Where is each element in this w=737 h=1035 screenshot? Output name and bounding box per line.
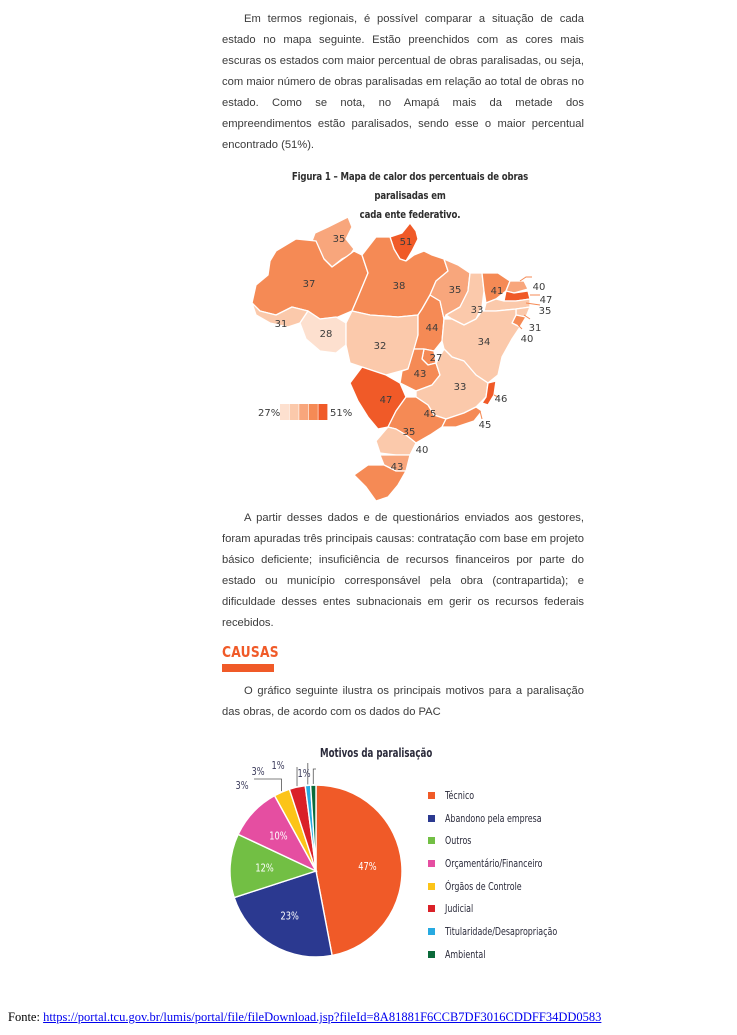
- pie-chart: [220, 755, 420, 965]
- legend-item: [428, 875, 601, 898]
- label-pr: 35: [402, 427, 416, 438]
- pie-chart-legend: [428, 784, 601, 966]
- legend-swatch: [428, 883, 435, 890]
- pie-data-label: 1%: [297, 767, 311, 781]
- legend-item: [428, 829, 601, 852]
- scale-swatch: [299, 404, 308, 420]
- legend-swatch: [428, 792, 435, 799]
- brazil-heat-map: [250, 215, 560, 505]
- pie-data-label: 1%: [271, 759, 285, 773]
- pie-leader-line: [313, 769, 316, 784]
- label-ap: 51: [399, 237, 413, 248]
- label-ac: 31: [274, 319, 288, 330]
- pie-data-label: 47%: [358, 861, 377, 874]
- label-rn: 40: [532, 282, 546, 293]
- legend-swatch: [428, 837, 435, 844]
- legend-item: [428, 784, 601, 807]
- label-go: 43: [413, 369, 427, 380]
- label-rr: 35: [332, 234, 346, 245]
- source-link[interactable]: https://portal.tcu.gov.br/lumis/portal/file/fileDownload.jsp?fileId=8A81881F6CCB7DF3016CDDFF34DD0583: [43, 1010, 602, 1024]
- scale-min-label: 27%: [258, 408, 281, 419]
- map-color-scale: [258, 404, 352, 420]
- label-al: 31: [528, 323, 542, 334]
- legend-swatch: [428, 815, 435, 822]
- pie-data-label: 23%: [280, 910, 299, 923]
- label-pb: 47: [539, 295, 553, 306]
- legend-item: [428, 897, 601, 920]
- pie-data-label: 12%: [255, 862, 274, 876]
- intro-paragraph-text: Em termos regionais, é possível comparar a situação de cada estado no mapa seguinte. Estão preenchidos com as cores mais escuras os estados com maior percentual de obras paralisadas, ou seja, com maior número de obras paralisadas em relação ao total de obras no estado. Como se nota, no Amapá mais da metade dos empreendimentos estão paralisados, sendo esse o maior percentual encontrado (51%).: [222, 13, 584, 151]
- chart-intro-paragraph-text: O gráfico seguinte ilustra os principais motivos para a paralisação das obras, de acordo com os dados do PAC: [222, 685, 584, 718]
- source-prefix: Fonte:: [8, 1010, 44, 1024]
- legend-swatch: [428, 905, 435, 912]
- label-ba: 34: [477, 337, 491, 348]
- pie-data-label: 3%: [235, 779, 249, 793]
- figure-title-line-1: Figura 1 – Mapa de calor dos percentuais de obras paralisadas em: [291, 170, 529, 202]
- label-pa: 38: [392, 281, 406, 292]
- label-ce: 41: [490, 286, 504, 297]
- section-heading-causas: CAUSAS: [222, 643, 279, 661]
- legend-label: Outros: [445, 834, 472, 848]
- label-sc: 40: [415, 445, 429, 456]
- chart-intro-paragraph: [222, 681, 584, 723]
- pie-data-label: 10%: [269, 830, 288, 844]
- legend-swatch: [428, 951, 435, 958]
- source-line: [8, 1010, 601, 1025]
- legend-swatch: [428, 860, 435, 867]
- section-heading-underline: [222, 664, 274, 672]
- causes-paragraph: [222, 508, 584, 634]
- label-am: 37: [302, 279, 316, 290]
- pie-chart-title: Motivos da paralisação: [320, 746, 433, 760]
- label-to: 44: [425, 323, 439, 334]
- legend-label: Técnico: [445, 788, 475, 802]
- legend-item: [428, 943, 601, 966]
- scale-swatch: [318, 404, 327, 420]
- label-es: 46: [494, 394, 508, 405]
- legend-label: Órgãos de Controle: [445, 879, 522, 893]
- pie-data-label: 3%: [251, 765, 265, 779]
- pie-leader-line: [254, 779, 281, 791]
- label-sp: 45: [423, 409, 437, 420]
- label-mg: 33: [453, 382, 467, 393]
- legend-label: Ambiental: [445, 947, 486, 961]
- scale-swatch: [309, 404, 318, 420]
- label-pe: 35: [538, 306, 552, 317]
- legend-item: [428, 920, 601, 943]
- legend-item: [428, 852, 601, 875]
- label-mt: 32: [373, 341, 387, 352]
- causes-paragraph-text: A partir desses dados e de questionários enviados aos gestores, foram apuradas três principais causas: contratação com base em projeto básico deficiente; insuficiência de recursos financeiros por parte do estado ou município corresponsável pela obra (contrapartida); e dificuldade desses entes subnacionais em gerir os recursos federais recebidos.: [222, 512, 584, 629]
- figure-title-line-2: cada ente federativo.: [359, 208, 461, 221]
- legend-label: Orçamentário/Financeiro: [445, 856, 543, 870]
- legend-label: Judicial: [445, 902, 474, 916]
- legend-label: Abandono pela empresa: [445, 811, 542, 825]
- label-se: 40: [520, 334, 534, 345]
- label-ma: 35: [448, 285, 462, 296]
- label-rj: 45: [478, 420, 492, 431]
- label-rs: 43: [390, 462, 404, 473]
- label-pi: 33: [470, 305, 484, 316]
- intro-paragraph: [222, 9, 584, 156]
- label-ro: 28: [319, 329, 333, 340]
- legend-item: [428, 807, 601, 830]
- label-df: 27: [429, 353, 443, 364]
- legend-swatch: [428, 928, 435, 935]
- label-ms: 47: [379, 395, 393, 406]
- legend-label: Titularidade/Desapropriação: [445, 924, 558, 938]
- scale-swatch: [280, 404, 289, 420]
- scale-max-label: 51%: [330, 408, 353, 419]
- scale-swatch: [290, 404, 299, 420]
